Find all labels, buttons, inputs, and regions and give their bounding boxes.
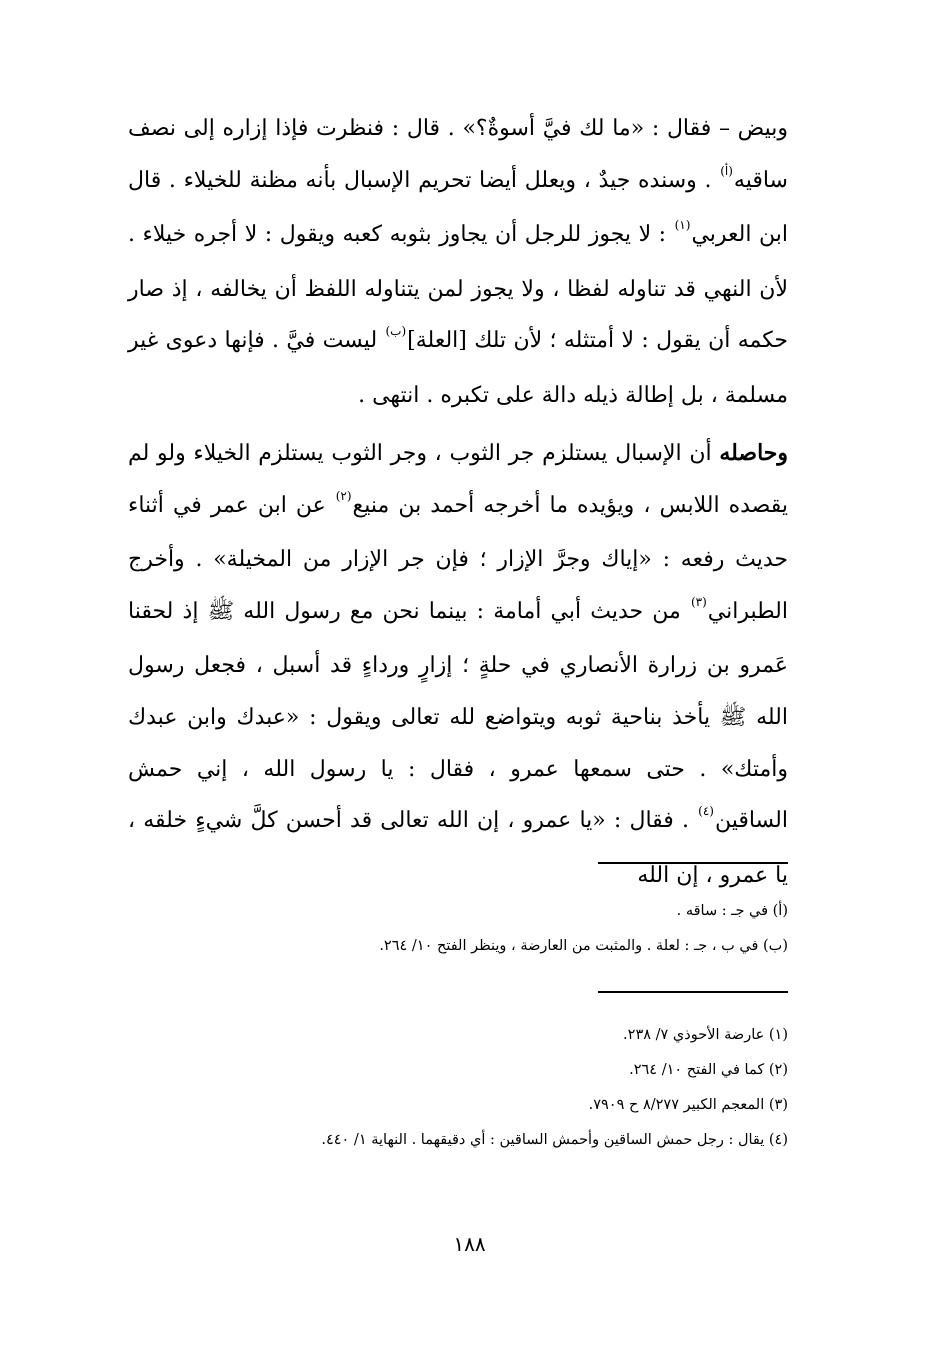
footnote-marker: (٤) xyxy=(698,804,714,819)
footnote-marker: (أ) xyxy=(720,163,733,178)
footnote-marker: (ب) xyxy=(385,324,407,339)
body-paragraph-2 xyxy=(128,428,788,901)
letter-footnotes xyxy=(150,894,788,964)
paragraph-text: . فقال : «يا عمرو ، إن الله تعالى قد أحسن كلَّ شيءٍ خلقه ، يا عمرو ، إن الله xyxy=(128,808,788,888)
paragraph-text: . وسنده جيدٌ ، ويعلل أيضا تحريم الإسبال بأنه مظنة للخيلاء . قال ابن العربي xyxy=(128,167,788,248)
footnote-item: (٣) المعجم الكبير ٨/٢٧٧ ح ٧٩٠٩. xyxy=(588,1097,788,1113)
footnote-marker: (٢) xyxy=(335,488,352,503)
footnote-marker: (٣) xyxy=(690,594,707,609)
paragraph-text: أن الإسبال يستلزم جر الثوب ، وجر الثوب يستلزم الخيلاء ولو لم يقصده اللابس ، ويؤيده ما أخرجه أحمد بن منيع xyxy=(128,441,788,518)
footnote-divider xyxy=(598,862,788,864)
paragraph-text: من حديث أبي أمامة : بينما نحن مع رسول الله ﷺ إذ لحقنا عَمرو بن زرارة الأنصاري في حلةٍ ؛ إزارٍ ورداءٍ قد أسبل ، فجعل رسول الله ﷺ يأخذ بناحية ثوبه ويتواضع لله تعالى ويقول : «عبدك وابن عبدك وأمتك» . حتى سمعها عمرو ، فقال : يا رسول الله ، إني حمش الساقين xyxy=(128,598,788,834)
footnote-item: (أ) في جـ : ساقه . xyxy=(676,903,788,919)
footnote-item: (٤) يقال : رجل حمش الساقين وأحمش الساقين : أي دقيقهما . النهاية ١/ ٤٤٠. xyxy=(321,1132,788,1148)
paragraph-text: عن ابن عمر في أثناء حديث رفعه : «إياك وجرَّ الإزار ؛ فإن جر الإزار من المخيلة» . وأخرج الطبراني xyxy=(128,492,788,624)
footnote-marker: (١) xyxy=(674,218,691,233)
footnote-divider xyxy=(598,991,788,993)
footnote-item: (ب) في ب ، جـ : لعلة . والمثبت من العارضة ، وينظر الفتح ١٠/ ٢٦٤. xyxy=(379,938,788,954)
page-number: ١٨٨ xyxy=(453,1232,486,1256)
body-paragraph-1 xyxy=(128,103,788,422)
paragraph-text: ليست فيَّ . فإنها دعوى غير مسلمة ، بل إطالة ذيله دالة على تكبره . انتهى . xyxy=(128,328,788,408)
footnote-item: (١) عارضة الأحوذي ٧/ ٢٣٨. xyxy=(623,1027,788,1043)
numbered-footnotes xyxy=(150,1018,788,1158)
paragraph-text: وبيض – فقال : «ما لك فيَّ أسوةٌ؟» . قال : فنظرت فإذا إزاره إلى نصف ساقيه xyxy=(128,116,788,193)
footnote-item: (٢) كما في الفتح ١٠/ ٢٦٤. xyxy=(629,1062,788,1078)
paragraph-text: : لا يجوز للرجل أن يجاوز بثوبه كعبه ويقول : لا أجره خيلاء . لأن النهي قد تناوله لفظا ، ولا يجوز لمن يتناوله اللفظ أن يخالفه ، إذ صار حكمه أن يقول : لا أمتثله ؛ لأن تلك [العلة] xyxy=(128,222,788,354)
paragraph-lead-word: وحاصله xyxy=(719,440,788,466)
